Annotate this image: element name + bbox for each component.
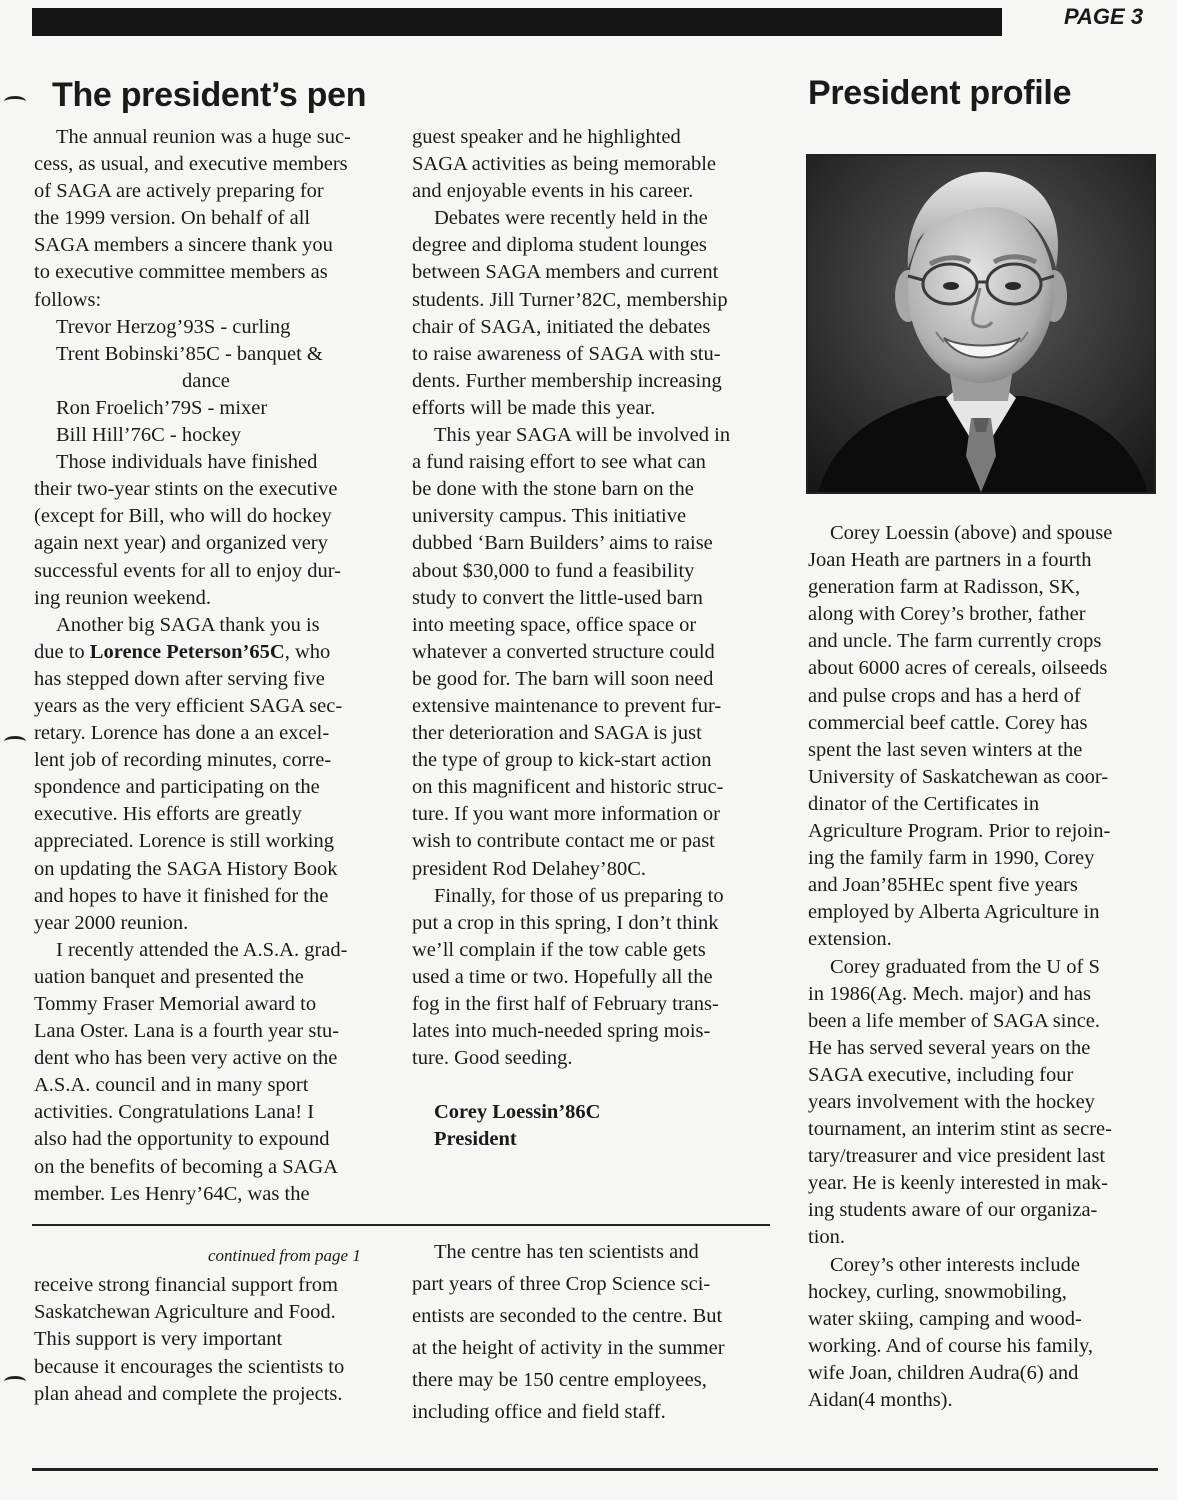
list-item: dance: [182, 369, 230, 392]
continued-left-column: receive strong financial support from Saskatchewan Agriculture and Food. This support is very important because it encourages the scientists to plan ahead and complete the projects.: [34, 1274, 345, 1405]
list-item: Bill Hill’76C - hockey: [56, 424, 242, 447]
binder-mark: [4, 1376, 26, 1387]
paragraph: The annual reunion was a huge suc-: [56, 126, 351, 148]
article-column-2: guest speaker and he highlighted SAGA activities as being memorable and enjoyable events in his career. Debates were recently held in the degree and diploma student lounges between SAGA members and current students. Jill Turner’82C, membership chair of SAGA, initiated the debates to raise awareness of SAGA with stu- dents. Further membership increasing efforts will be made this year. This year SAGA will be involved in a fund raising effort to see what can be done with the stone barn on the university campus. This initiative dubbed ‘Barn Builders’ aims to raise about $30,000 to fund a feasibility study to convert the little-used barn into meeting space, office space or whatever a converted structure could be good for. The barn will soon need extensive maintenance to prevent fur- ther deterioration and SAGA is just the type of group to kick-start action on this magnificent and historic struc- ture. If you want more information or wish to contribute contact me or past president Rod Delahey’80C. Finally, for those of us preparing to put a crop in this spring, I don’t think we’ll complain if the tow cable gets used a time or two. Hopefully all the fog in the first half of February trans- lates into much-needed spring mois- ture. Good seeding. Corey Loessin’86C President: [412, 124, 777, 1153]
signature-title: President: [434, 1128, 517, 1151]
committee-list: [34, 314, 394, 449]
list-item: Trent Bobinski’85C - banquet &: [56, 342, 323, 365]
president-photo: [806, 154, 1156, 494]
person-name: Lorence Peterson’65C: [89, 640, 285, 663]
profile-heading: President profile: [808, 74, 1072, 112]
section-divider: [32, 1224, 770, 1226]
list-item: Ron Froelich’79S - mixer: [56, 396, 268, 419]
article-column-1: The annual reunion was a huge suc- cess, as usual, and executive members of SAGA are actively preparing for the 1999 version. On behalf of all SAGA members a sincere thank you to executive committee members as follows: Trevor Herzog’93S - curling Trent Bobinski’85C - banquet & dance Ron Froelich’79S - mixer Bill Hill’76C - hockey Those individuals have finished their two-year stints on the executive (except for Bill, who will do hockey again next year) and organized very successful events for all to enjoy dur- ing reunion weekend. Another big SAGA thank you is due to Lorence Peterson’65C, who has stepped down after serving five years as the very efficient SAGA sec- retary. Lorence has done a an excel- lent job of recording minutes, corre- spondence and participating on the executive. His efforts are greatly appreciated. Lorence is still working on updating the SAGA History Book and hopes to have it finished for the year 2000 reunion. I recently attended the A.S.A. grad- uation banquet and presented the Tommy Fraser Memorial award to Lana Oster. Lana is a fourth year stu- dent who has been very active on the A.S.A. council and in many sport activities. Congratulations Lana! I also had the opportunity to expound on the benefits of becoming a SAGA member. Les Henry’64C, was the: [34, 124, 394, 1208]
binder-mark: [4, 96, 26, 107]
profile-column: Corey Loessin (above) and spouse Joan Heath are partners in a fourth generation farm at Radisson, SK, along with Corey’s brother, father and uncle. The farm currently crops about 6000 acres of cereals, oilseeds and pulse crops and has a herd of commercial beef cattle. Corey has spent the last seven winters at the University of Saskatchewan as coor- dinator of the Certificates in Agriculture Program. Prior to rejoin- ing the family farm in 1990, Corey and Joan’85HEc spent five years employed by Alberta Agriculture in extension. Corey graduated from the U of S in 1986(Ag. Mech. major) and has been a life member of SAGA since. He has served several years on the SAGA executive, including four years involvement with the hockey tournament, an interim stint as secre- tary/treasurer and vice president last year. He is keenly interested in mak- ing students aware of our organiza- tion. Corey’s other interests include hockey, curling, snowmobiling, water skiing, camping and wood- working. And of course his family, wife Joan, children Audra(6) and Aidan(4 months).: [808, 522, 1113, 1411]
list-item: Trevor Herzog’93S - curling: [56, 315, 291, 338]
article-heading: The president’s pen: [52, 76, 367, 114]
continued-middle-column: The centre has ten scientists and part years of three Crop Science sci- entists are seconded to the centre. But at the height of activity in the summer there may be 150 centre employees, including office and field staff.: [412, 1241, 725, 1423]
header-bar: [32, 8, 1002, 36]
continued-label: continued from page 1: [208, 1246, 361, 1265]
page-number: PAGE 3: [1064, 4, 1144, 29]
footer-rule: [32, 1468, 1158, 1471]
binder-mark: [4, 736, 26, 747]
signature-name: Corey Loessin’86C: [434, 1101, 601, 1124]
